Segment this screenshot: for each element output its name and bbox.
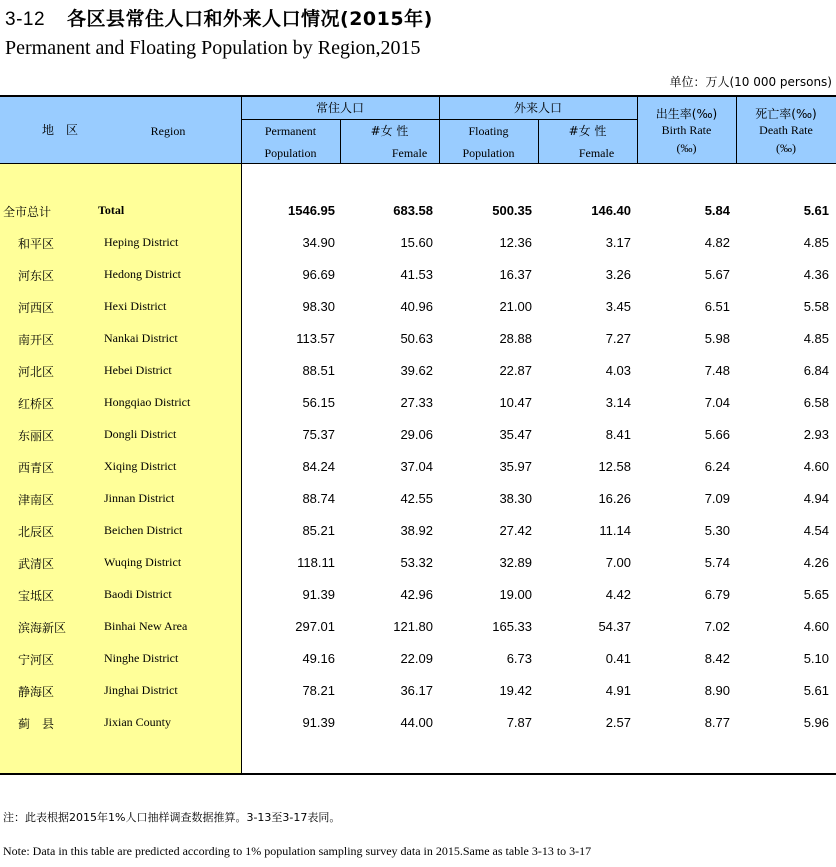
region-name-en: Ninghe District <box>104 651 179 665</box>
header-region-en: Region <box>150 124 186 138</box>
cell-floating: 35.97 <box>499 459 532 474</box>
region-name-cn: 津南区 <box>18 493 55 507</box>
region-name-cn: 红桥区 <box>18 397 55 411</box>
cell-death: 6.84 <box>803 363 829 378</box>
cell-floating-female: 4.42 <box>605 587 631 602</box>
region-name-cn: 北辰区 <box>18 525 55 539</box>
table-row <box>0 419 836 451</box>
cell-floating-female: 4.91 <box>605 683 631 698</box>
region-name-cn: 河东区 <box>18 269 55 283</box>
region-name-en: Jinnan District <box>104 491 175 505</box>
cell-death: 5.96 <box>803 715 829 730</box>
region-name-en: Hebei District <box>104 363 172 377</box>
cell-floating: 35.47 <box>499 427 532 442</box>
cell-death: 4.60 <box>803 459 829 474</box>
cell-permanent: 1546.95 <box>288 203 335 218</box>
cell-female: 29.06 <box>400 427 433 442</box>
cell-floating-female: 7.27 <box>605 331 631 346</box>
cell-female: 41.53 <box>400 267 433 282</box>
header-region-cn: 地 区 <box>41 123 78 137</box>
table-row <box>0 451 836 483</box>
region-name-en: Dongli District <box>104 427 177 441</box>
population-table <box>0 95 836 775</box>
cell-floating: 16.37 <box>499 267 532 282</box>
cell-permanent: 56.15 <box>302 395 335 410</box>
title-cn-text: 各区县常住人口和外来人口情况(2015年) <box>67 8 433 30</box>
header-death-cn: 死亡率(‰) <box>755 107 817 121</box>
cell-female: 44.00 <box>400 715 433 730</box>
cell-birth: 7.48 <box>704 363 730 378</box>
cell-permanent: 49.16 <box>302 651 335 666</box>
cell-female: 15.60 <box>400 235 433 250</box>
note-en: Note: Data in this table are predicted according to 1% population sampling survey data in 2015.Same as table 3-13 to 3-17 <box>3 844 592 858</box>
header-birth-cn: 出生率(‰) <box>655 107 718 121</box>
cell-floating: 500.35 <box>492 203 532 218</box>
region-name-en: Xiqing District <box>104 459 177 473</box>
cell-floating: 19.42 <box>499 683 532 698</box>
region-name-cn: 静海区 <box>18 685 55 699</box>
cell-floating: 32.89 <box>499 555 532 570</box>
cell-birth: 5.67 <box>704 267 730 282</box>
cell-permanent: 75.37 <box>302 427 335 442</box>
region-name-en: Jixian County <box>104 715 172 729</box>
cell-death: 5.58 <box>803 299 829 314</box>
cell-permanent: 91.39 <box>302 587 335 602</box>
cell-floating-female: 7.00 <box>605 555 631 570</box>
cell-permanent: 88.51 <box>302 363 335 378</box>
cell-floating-female: 3.17 <box>605 235 631 250</box>
cell-birth: 8.90 <box>704 683 730 698</box>
cell-birth: 6.24 <box>704 459 730 474</box>
table-row <box>0 675 836 707</box>
total-row <box>0 195 836 227</box>
cell-floating-female: 8.41 <box>605 427 631 442</box>
cell-floating: 38.30 <box>499 491 532 506</box>
cell-birth: 4.82 <box>704 235 730 250</box>
cell-female: 39.62 <box>400 363 433 378</box>
region-name-en: Baodi District <box>104 587 172 601</box>
header-birth-en: Birth Rate <box>661 123 712 137</box>
cell-floating: 10.47 <box>499 395 532 410</box>
region-name-cn: 东丽区 <box>18 429 55 443</box>
region-name-cn: 武清区 <box>18 557 55 571</box>
unit-label: 单位：万人(10 000 persons) <box>669 75 832 89</box>
table-title-cn <box>5 4 433 31</box>
cell-floating-female: 11.14 <box>599 523 631 538</box>
header-floating-population: Population <box>462 146 515 160</box>
table-row <box>0 611 836 643</box>
cell-female: 22.09 <box>400 651 433 666</box>
header-permanent-en: Permanent <box>264 124 317 138</box>
table-row <box>0 643 836 675</box>
table-row <box>0 291 836 323</box>
header-death-unit: (‰) <box>776 141 796 155</box>
cell-floating-female: 146.40 <box>591 203 631 218</box>
cell-female: 683.58 <box>393 203 433 218</box>
note-cn: 注：此表根据2015年1%人口抽样调查数据推算。3-13至3-17表同。 <box>3 811 341 824</box>
header-birth-unit: (‰) <box>676 141 697 155</box>
cell-permanent: 85.21 <box>302 523 335 538</box>
region-name-en: Binhai New Area <box>104 619 188 633</box>
cell-floating: 22.87 <box>499 363 532 378</box>
cell-floating-female: 0.41 <box>605 651 631 666</box>
cell-death: 4.85 <box>803 331 829 346</box>
cell-floating-female: 2.57 <box>605 715 631 730</box>
region-name-en: Hedong District <box>104 267 181 281</box>
region-name-cn: 西青区 <box>18 461 55 475</box>
cell-floating: 27.42 <box>499 523 532 538</box>
cell-birth: 6.79 <box>704 587 730 602</box>
cell-floating-female: 16.26 <box>598 491 631 506</box>
cell-death: 5.65 <box>803 587 829 602</box>
cell-floating: 19.00 <box>499 587 532 602</box>
cell-floating-female: 12.58 <box>598 459 631 474</box>
region-name-en: Beichen District <box>104 523 183 537</box>
region-name-en: Jinghai District <box>104 683 178 697</box>
cell-floating: 165.33 <box>492 619 532 634</box>
table-row <box>0 515 836 547</box>
region-name-en: Nankai District <box>104 331 178 345</box>
cell-floating: 6.73 <box>506 651 532 666</box>
header-female-cn: #女 性 <box>370 124 409 138</box>
table-row <box>0 483 836 515</box>
cell-permanent: 96.69 <box>302 267 335 282</box>
region-name-cn: 全市总计 <box>3 205 52 219</box>
region-name-cn: 和平区 <box>18 237 55 251</box>
cell-female: 53.32 <box>400 555 433 570</box>
cell-birth: 8.77 <box>704 715 730 730</box>
region-name-en: Heping District <box>104 235 179 249</box>
region-name-en: Total <box>98 203 125 217</box>
cell-permanent: 34.90 <box>302 235 335 250</box>
region-name-cn: 宝坻区 <box>18 589 55 603</box>
cell-female: 27.33 <box>400 395 433 410</box>
cell-birth: 6.51 <box>704 299 730 314</box>
cell-death: 5.61 <box>803 203 829 218</box>
region-name-cn: 蓟 县 <box>18 717 55 731</box>
cell-permanent: 113.57 <box>296 331 335 346</box>
cell-birth: 5.98 <box>704 331 730 346</box>
header-floating-female-en: Female <box>578 146 615 160</box>
header-floating-cn: 外来人口 <box>513 101 562 115</box>
table-title-en: Permanent and Floating Population by Region,2015 <box>5 37 421 59</box>
cell-birth: 5.30 <box>704 523 730 538</box>
cell-permanent: 297.01 <box>295 619 335 634</box>
cell-floating: 28.88 <box>499 331 532 346</box>
cell-death: 4.36 <box>803 267 829 282</box>
table-row <box>0 259 836 291</box>
cell-death: 4.60 <box>803 619 829 634</box>
cell-floating-female: 54.37 <box>598 619 631 634</box>
region-name-en: Wuqing District <box>104 555 182 569</box>
cell-birth: 8.42 <box>704 651 730 666</box>
cell-death: 2.93 <box>803 427 829 442</box>
table-row <box>0 355 836 387</box>
cell-female: 42.96 <box>400 587 433 602</box>
cell-female: 37.04 <box>400 459 433 474</box>
cell-female: 36.17 <box>400 683 433 698</box>
cell-birth: 7.09 <box>704 491 730 506</box>
region-name-cn: 宁河区 <box>18 653 55 667</box>
cell-female: 42.55 <box>400 491 433 506</box>
table-row <box>0 579 836 611</box>
cell-floating: 7.87 <box>506 715 532 730</box>
header-female-en: Female <box>391 146 428 160</box>
cell-death: 5.61 <box>803 683 829 698</box>
cell-permanent: 118.11 <box>297 555 335 570</box>
table-row <box>0 227 836 259</box>
region-name-cn: 南开区 <box>18 333 55 347</box>
header-floating-female-cn: #女 性 <box>568 124 607 138</box>
cell-female: 40.96 <box>400 299 433 314</box>
cell-permanent: 78.21 <box>302 683 335 698</box>
cell-permanent: 91.39 <box>302 715 335 730</box>
cell-female: 121.80 <box>393 619 433 634</box>
cell-female: 50.63 <box>400 331 433 346</box>
cell-permanent: 84.24 <box>302 459 335 474</box>
region-name-cn: 滨海新区 <box>18 621 67 635</box>
cell-birth: 7.04 <box>704 395 730 410</box>
header-floating-en: Floating <box>468 124 509 138</box>
cell-birth: 7.02 <box>704 619 730 634</box>
cell-death: 6.58 <box>803 395 829 410</box>
table-row <box>0 547 836 579</box>
cell-death: 4.94 <box>803 491 829 506</box>
cell-floating-female: 3.14 <box>605 395 631 410</box>
cell-floating-female: 3.45 <box>605 299 631 314</box>
cell-death: 4.26 <box>803 555 829 570</box>
cell-floating: 12.36 <box>499 235 532 250</box>
region-name-cn: 河西区 <box>18 301 55 315</box>
table-row <box>0 323 836 355</box>
cell-birth: 5.66 <box>704 427 730 442</box>
cell-death: 4.85 <box>803 235 829 250</box>
cell-death: 4.54 <box>803 523 829 538</box>
header-permanent-cn: 常住人口 <box>315 101 364 115</box>
cell-permanent: 88.74 <box>302 491 335 506</box>
header-permanent-population: Population <box>264 146 317 160</box>
table-number: 3-12 <box>5 9 46 30</box>
cell-floating: 21.00 <box>499 299 532 314</box>
region-name-en: Hongqiao District <box>104 395 191 409</box>
cell-floating-female: 3.26 <box>605 267 631 282</box>
table-row <box>0 707 836 739</box>
header-death-en: Death Rate <box>759 123 813 137</box>
cell-death: 5.10 <box>803 651 829 666</box>
cell-female: 38.92 <box>400 523 433 538</box>
region-name-en: Hexi District <box>104 299 167 313</box>
cell-birth: 5.74 <box>704 555 730 570</box>
cell-permanent: 98.30 <box>302 299 335 314</box>
table-row <box>0 387 836 419</box>
cell-floating-female: 4.03 <box>605 363 631 378</box>
cell-birth: 5.84 <box>704 203 730 218</box>
region-name-cn: 河北区 <box>18 365 55 379</box>
